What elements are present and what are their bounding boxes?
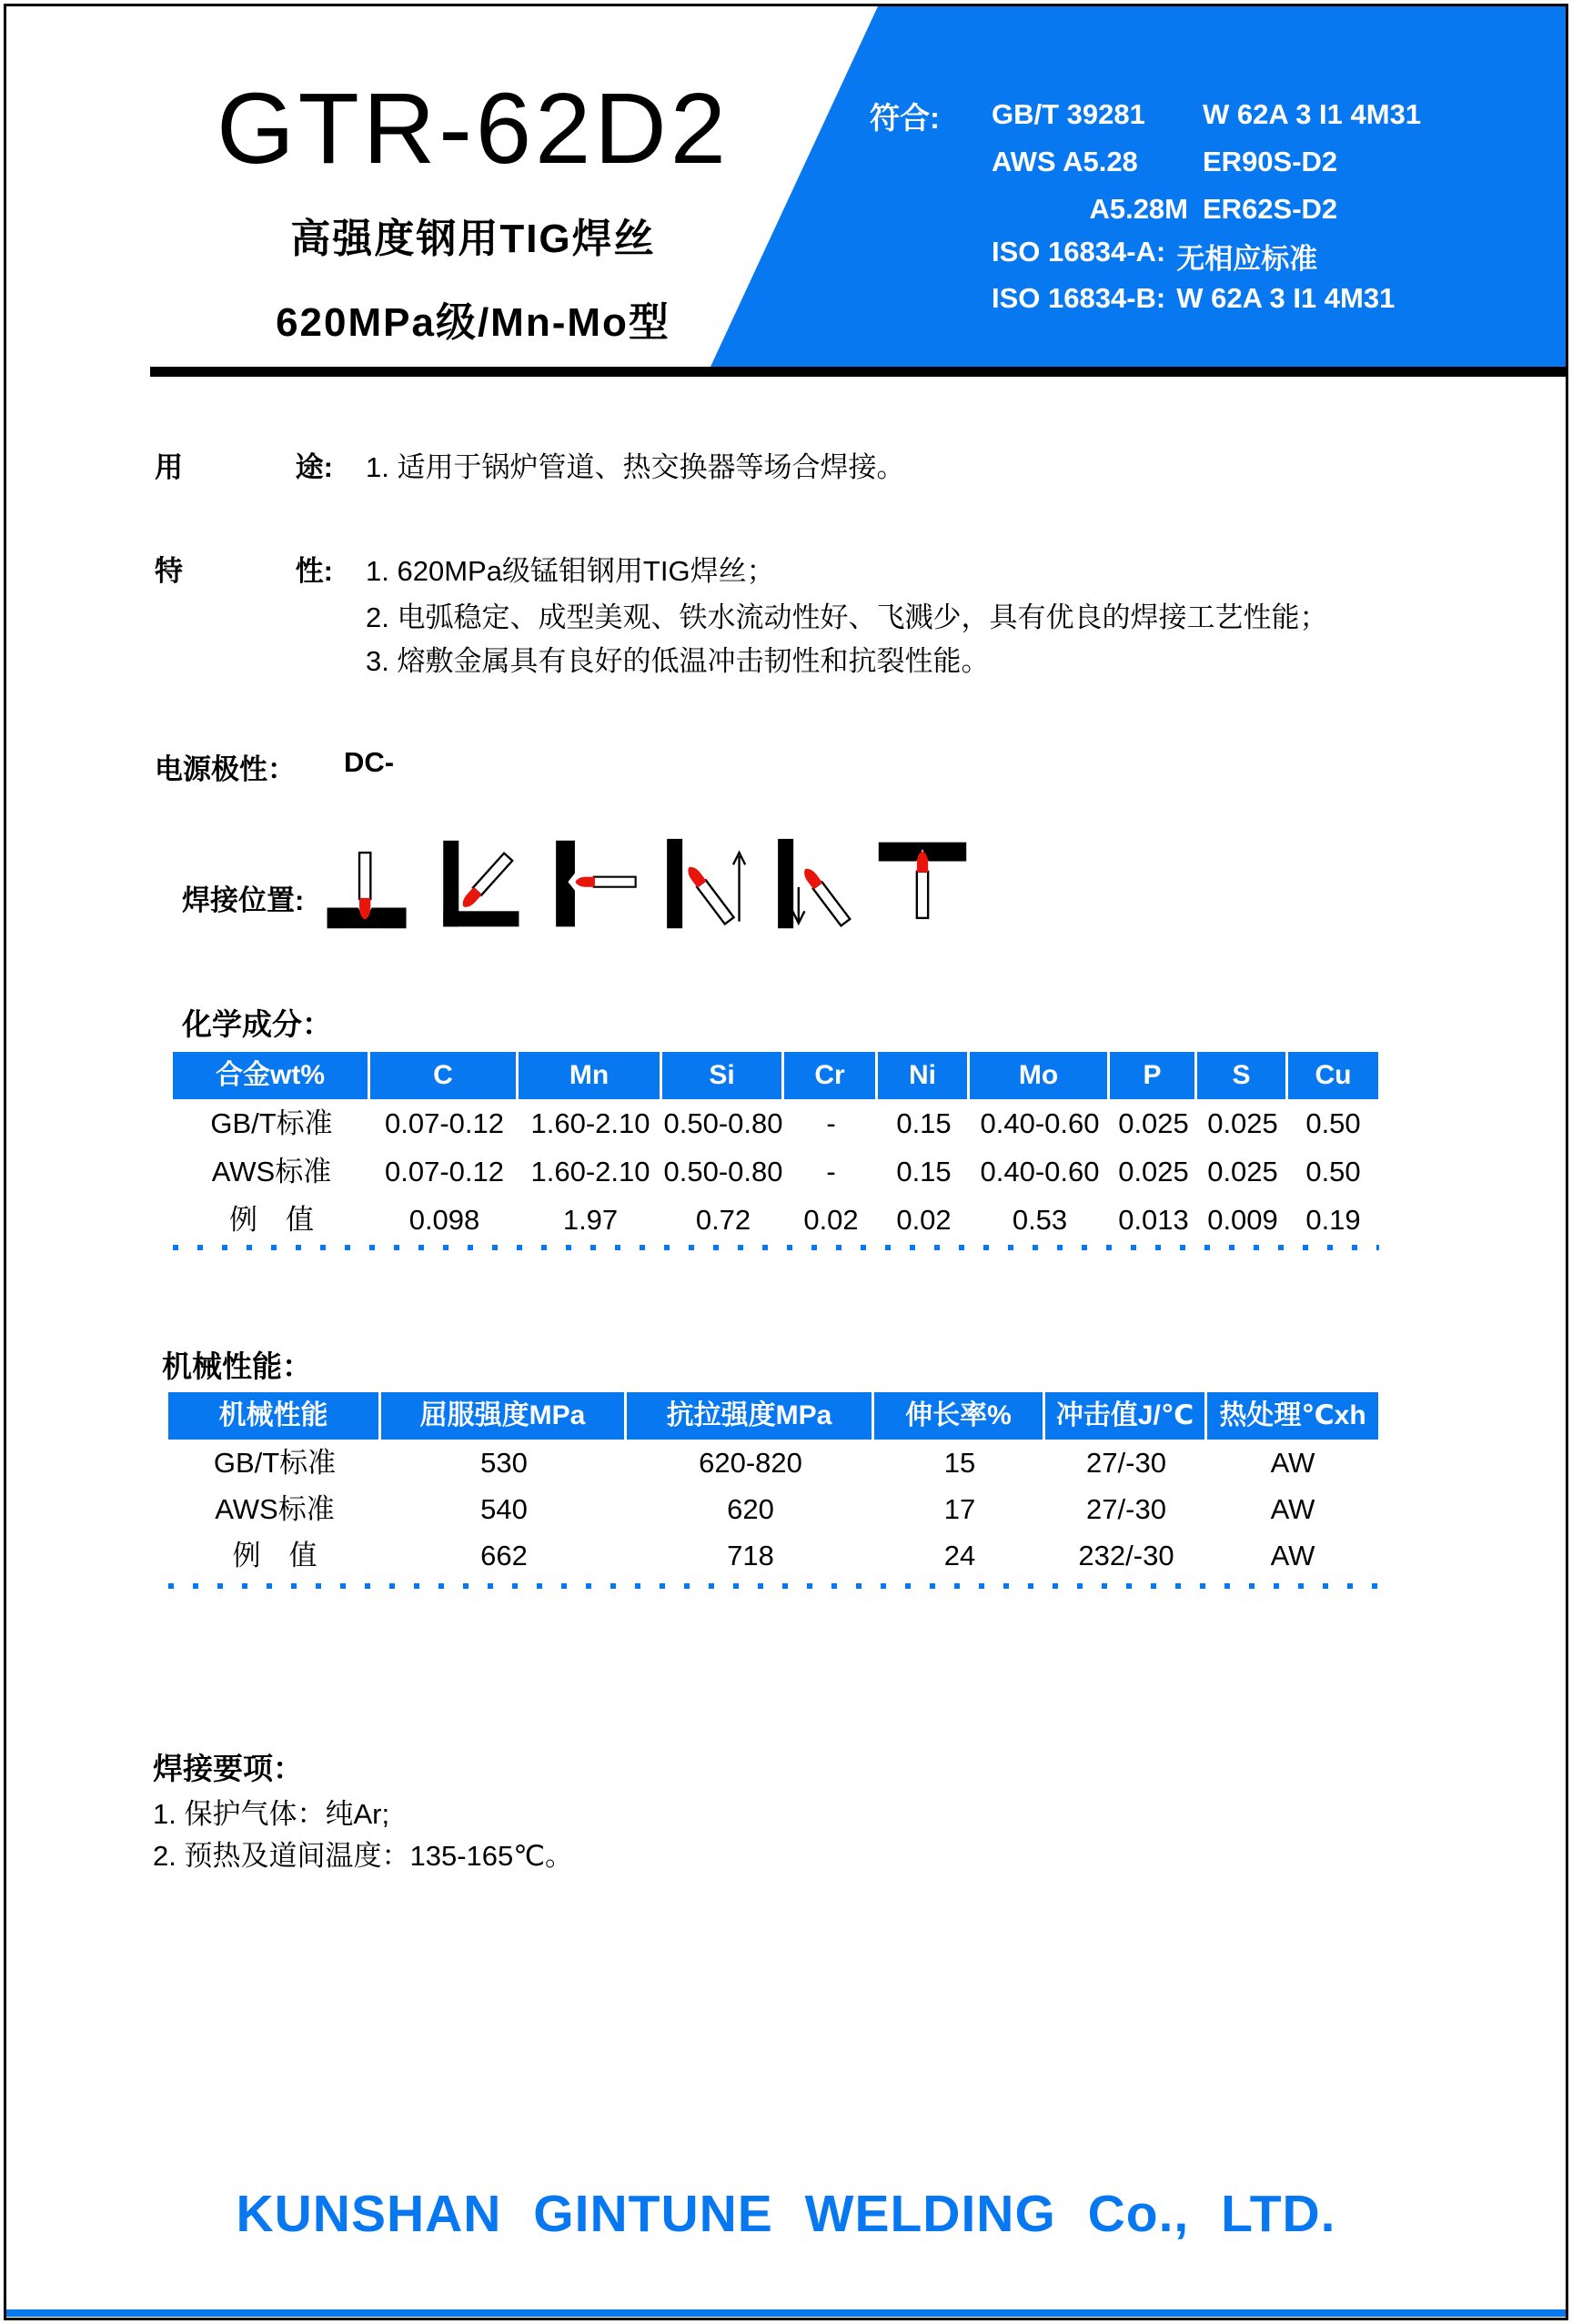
row-label: GB/T标准 xyxy=(213,1447,337,1479)
table-cell: 718 xyxy=(727,1540,774,1571)
chemical-table xyxy=(173,1052,1378,1244)
table-header-cell: 机械性能 xyxy=(168,1392,381,1440)
grade-subtitle: 620MPa级/Mn-Mo型 xyxy=(276,300,670,345)
mechanical-table-header xyxy=(168,1392,1378,1440)
table-cell: 0.72 xyxy=(695,1204,751,1236)
compliance-row xyxy=(992,98,1421,131)
table-cell: 540 xyxy=(480,1493,528,1525)
table-cell: 0.15 xyxy=(896,1156,952,1187)
compliance-standard: A5.28M xyxy=(1089,193,1188,225)
compliance-standard: AWS A5.28 xyxy=(992,146,1138,177)
table-cell: 620-820 xyxy=(699,1447,802,1479)
table-header-cell: 热处理℃xh xyxy=(1207,1392,1378,1440)
flat-position-icon xyxy=(320,837,415,932)
features-label-part: 性: xyxy=(295,555,333,587)
table-row xyxy=(173,1196,1378,1244)
table-cell: 0.19 xyxy=(1305,1204,1361,1236)
table-cell: 0.025 xyxy=(1118,1107,1189,1139)
table-header-cell: 合金wt% xyxy=(173,1052,370,1099)
table-header-cell: Cu xyxy=(1288,1052,1378,1099)
table-header-cell: S xyxy=(1197,1052,1288,1099)
table-row xyxy=(168,1532,1378,1579)
compliance-class: ER62S-D2 xyxy=(1203,193,1338,225)
compliance-row xyxy=(992,146,1337,178)
usage-label-part: 用 xyxy=(155,451,183,483)
table-cell: - xyxy=(826,1107,836,1139)
table-cell: 0.02 xyxy=(803,1204,859,1236)
chemical-table-header xyxy=(173,1052,1378,1099)
product-subtitle: 高强度钢用TIG焊丝 xyxy=(290,217,656,261)
horizontal-position-icon xyxy=(542,837,637,932)
features-label xyxy=(155,548,333,589)
table-cell: 662 xyxy=(480,1540,528,1571)
chemical-section-label: 化学成分： xyxy=(182,1007,332,1041)
table-header-cell: Ni xyxy=(878,1052,970,1099)
table-cell: 17 xyxy=(943,1493,976,1525)
polarity-value: DC- xyxy=(344,746,395,778)
table-cell: 0.098 xyxy=(408,1204,480,1236)
row-label: AWS标准 xyxy=(211,1156,332,1187)
table-header-cell: 冲击值J/℃ xyxy=(1045,1392,1207,1440)
notes-label: 焊接要项： xyxy=(153,1752,303,1785)
feature-line: 2. 电弧稳定、成型美观、铁水流动性好、飞溅少，具有优良的焊接工艺性能； xyxy=(366,601,1328,633)
table-header-cell: 抗拉强度MPa xyxy=(627,1392,874,1440)
table-cell: 0.50-0.80 xyxy=(663,1107,783,1139)
compliance-class: 无相应标准 xyxy=(1176,243,1318,275)
table-cell: 27/-30 xyxy=(1086,1493,1166,1525)
compliance-standard: GB/T 39281 xyxy=(992,98,1145,130)
compliance-row xyxy=(992,236,1317,277)
table-cell: 1.60-2.10 xyxy=(530,1107,650,1139)
table-row xyxy=(173,1147,1378,1196)
header-divider-line xyxy=(150,367,1566,377)
table-cell: 0.07-0.12 xyxy=(385,1107,504,1139)
compliance-class: ER90S-D2 xyxy=(1203,146,1338,177)
dotted-divider xyxy=(168,1583,1378,1589)
usage-text: 1. 适用于锅炉管道、热交换器等场合焊接。 xyxy=(366,451,905,483)
table-cell: 1.97 xyxy=(562,1204,619,1236)
table-cell: 24 xyxy=(943,1540,976,1571)
table-header-cell: Mo xyxy=(970,1052,1110,1099)
table-header-cell: C xyxy=(370,1052,519,1099)
table-cell: 0.07-0.12 xyxy=(385,1156,504,1187)
table-cell: AW xyxy=(1270,1447,1315,1479)
feature-line: 1. 620MPa级锰钼钢用TIG焊丝； xyxy=(366,555,775,587)
product-title: GTR-62D2 xyxy=(217,73,730,185)
table-cell: 0.40-0.60 xyxy=(980,1107,1100,1139)
table-header-cell: 伸长率% xyxy=(874,1392,1045,1440)
row-label: 例 值 xyxy=(232,1540,317,1571)
footer-accent-bar xyxy=(6,2309,1566,2317)
table-header-cell: Mn xyxy=(519,1052,662,1099)
table-cell: 0.013 xyxy=(1118,1204,1189,1236)
table-cell: 0.02 xyxy=(896,1204,952,1236)
table-cell: 1.60-2.10 xyxy=(530,1156,650,1187)
vertical-down-position-icon xyxy=(764,837,859,932)
note-line: 1. 保护气体：纯Ar; xyxy=(153,1798,390,1830)
row-label: 例 值 xyxy=(229,1204,314,1236)
table-cell: 0.50-0.80 xyxy=(663,1156,783,1187)
dotted-divider xyxy=(173,1245,1379,1250)
company-name: KUNSHAN GINTUNE WELDING Co., LTD. xyxy=(236,2185,1336,2243)
table-cell: 0.025 xyxy=(1207,1156,1278,1187)
table-cell: 0.53 xyxy=(1012,1204,1068,1236)
table-cell: 0.50 xyxy=(1305,1156,1361,1187)
fillet-position-icon xyxy=(431,837,526,932)
table-row xyxy=(168,1440,1378,1486)
welding-position-icons xyxy=(320,837,970,932)
table-cell: AW xyxy=(1270,1493,1315,1525)
table-header-cell: P xyxy=(1110,1052,1197,1099)
table-cell: 0.025 xyxy=(1118,1156,1189,1187)
table-cell: 232/-30 xyxy=(1078,1540,1174,1571)
table-cell: 0.025 xyxy=(1207,1107,1278,1139)
table-cell: 0.40-0.60 xyxy=(980,1156,1100,1187)
overhead-position-icon xyxy=(875,837,970,932)
row-label: GB/T标准 xyxy=(210,1107,333,1139)
table-cell: - xyxy=(826,1156,836,1187)
features-label-part: 特 xyxy=(155,555,183,587)
compliance-standard: ISO 16834-A: xyxy=(992,236,1166,268)
table-header-cell: 屈服强度MPa xyxy=(381,1392,627,1440)
table-cell: 15 xyxy=(943,1447,976,1479)
table-header-cell: Cr xyxy=(784,1052,878,1099)
compliance-standard: ISO 16834-B: xyxy=(992,282,1166,314)
table-cell: 0.50 xyxy=(1305,1107,1361,1139)
table-header-cell: Si xyxy=(662,1052,784,1099)
table-cell: 530 xyxy=(480,1447,528,1479)
table-row xyxy=(168,1486,1378,1532)
compliance-label: 符合: xyxy=(870,101,940,135)
note-line: 2. 预热及道间温度：135-165℃。 xyxy=(153,1840,574,1872)
compliance-class: W 62A 3 I1 4M31 xyxy=(1176,282,1396,314)
feature-line: 3. 熔敷金属具有良好的低温冲击韧性和抗裂性能。 xyxy=(366,645,990,677)
table-cell: 620 xyxy=(727,1493,774,1525)
usage-label xyxy=(155,444,333,485)
table-cell: AW xyxy=(1270,1540,1315,1571)
table-cell: 27/-30 xyxy=(1086,1447,1166,1479)
mechanical-section-label: 机械性能： xyxy=(162,1349,312,1383)
vertical-up-position-icon xyxy=(653,837,748,932)
usage-label-part: 途: xyxy=(295,451,333,483)
compliance-row xyxy=(992,193,1337,226)
table-cell: 0.15 xyxy=(896,1107,952,1139)
compliance-row xyxy=(992,282,1395,315)
row-label: AWS标准 xyxy=(215,1493,335,1525)
mechanical-table xyxy=(168,1392,1378,1579)
positions-label: 焊接位置: xyxy=(182,884,305,916)
table-row xyxy=(173,1099,1378,1147)
compliance-class: W 62A 3 I1 4M31 xyxy=(1203,98,1422,130)
polarity-label: 电源极性： xyxy=(155,753,296,785)
table-cell: 0.009 xyxy=(1207,1204,1278,1236)
